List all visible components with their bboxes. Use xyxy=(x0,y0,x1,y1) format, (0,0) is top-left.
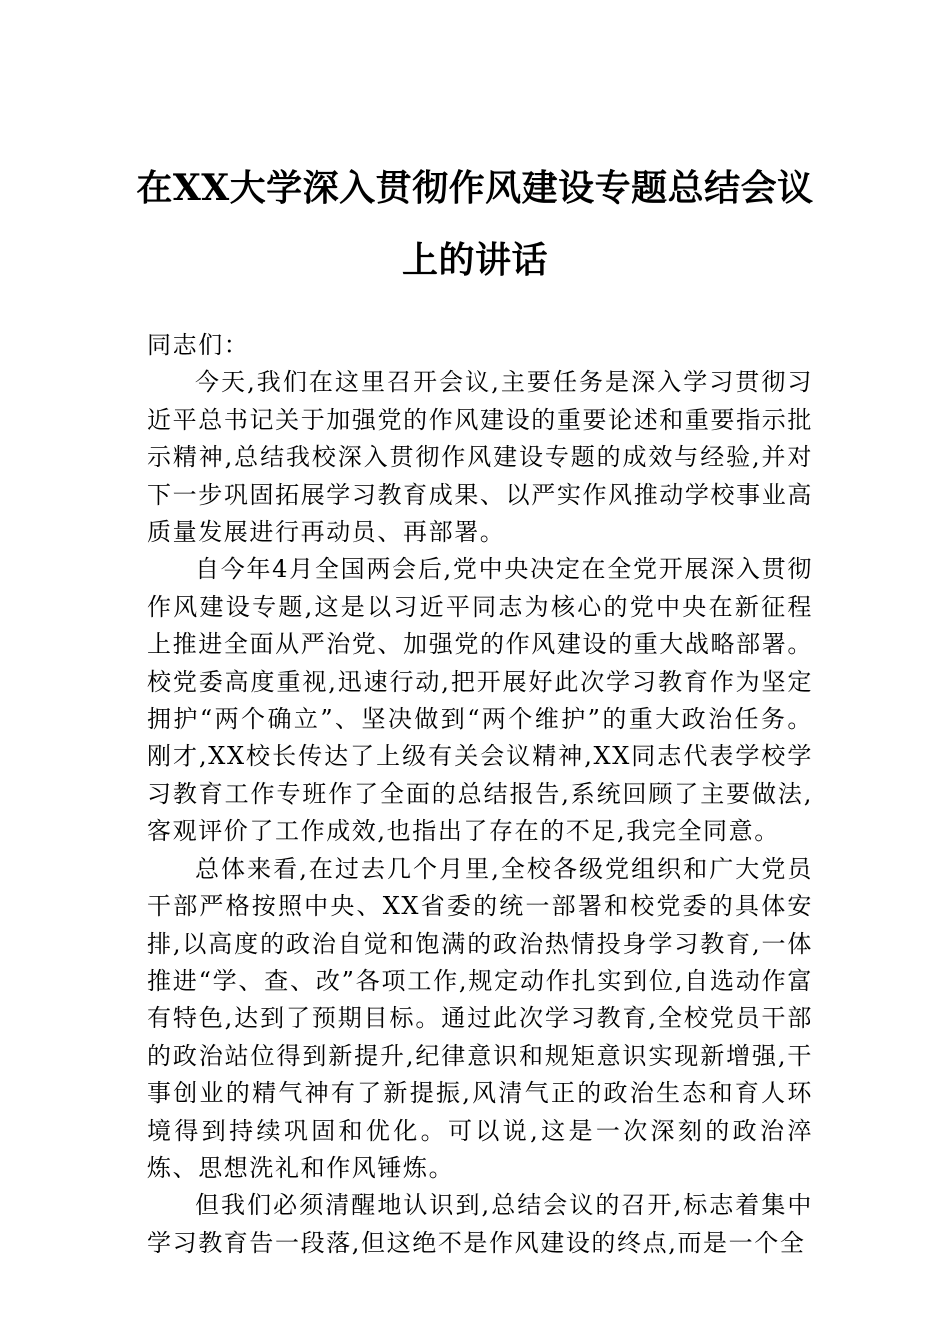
paragraph-3: 总体来看,在过去几个月里,全校各级党组织和广大党员干部严格按照中央、XX省委的统一部署和校党委的具体安排,以高度的政治自觉和饱满的政治热情投身学习教育,一体推进“学、查、改”各项工作,规定动作扎实到位,自选动作富有特色,达到了预期目标。通过此次学习教育,全校党员干部的政治站位得到新提升,纪律意识和规矩意识实现新增强,干事创业的精气神有了新提振,风清气正的政治生态和育人环境得到持续巩固和优化。可以说,这是一次深刻的政治淬炼、思想洗礼和作风锤炼。 xyxy=(147,854,813,1182)
document-body xyxy=(147,327,813,1262)
paragraph-1: 今天,我们在这里召开会议,主要任务是深入学习贯彻习近平总书记关于加强党的作风建设的重要论述和重要指示批示精神,总结我校深入贯彻作风建设专题的成效与经验,并对下一步巩固拓展学习教育成果、以严实作风推动学校事业高质量发展进行再动员、再部署。 xyxy=(147,368,813,547)
title-line-1: 在XX大学深入贯彻作风建设专题总结会议 xyxy=(136,167,814,209)
paragraph-4: 但我们必须清醒地认识到,总结会议的召开,标志着集中学习教育告一段落,但这绝不是作风建设的终点,而是一个全 xyxy=(147,1191,813,1257)
paragraph-2: 自今年4月全国两会后,党中央决定在全党开展深入贯彻作风建设专题,这是以习近平同志为核心的党中央在新征程上推进全面从严治党、加强党的作风建设的重大战略部署。校党委高度重视,迅速行动,把开展好此次学习教育作为坚定拥护“两个确立”、坚决做到“两个维护”的重大政治任务。刚才,XX校长传达了上级有关会议精神,XX同志代表学校学习教育工作专班作了全面的总结报告,系统回顾了主要做法,客观评价了工作成效,也指出了存在的不足,我完全同意。 xyxy=(147,555,813,846)
salutation: 同志们： xyxy=(147,331,250,359)
title-line-2: 上的讲话 xyxy=(401,239,548,281)
document-title xyxy=(100,152,850,296)
